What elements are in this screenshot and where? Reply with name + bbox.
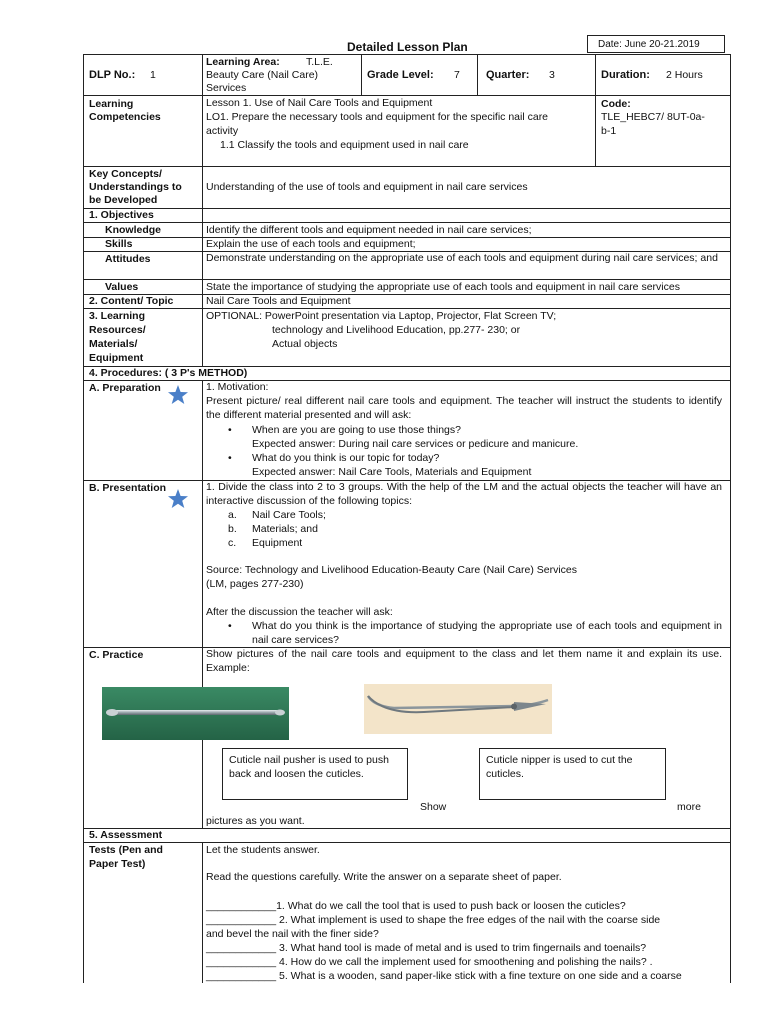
skills-label: Skills xyxy=(105,238,133,250)
topic-item: Equipment xyxy=(252,537,303,549)
star-icon xyxy=(167,384,189,406)
row-divider xyxy=(83,828,731,829)
resources-line: technology and Livelihood Education, pp.277- 230; or xyxy=(272,324,521,336)
dlp-label: DLP No.: xyxy=(89,69,136,81)
key-concepts-text: Understanding of the use of tools and equipment in nail care services xyxy=(206,181,528,193)
procedures-heading: 4. Procedures: ( 3 P's METHOD) xyxy=(89,367,248,379)
competencies-label: Learning xyxy=(89,98,134,110)
knowledge-label: Knowledge xyxy=(105,224,162,236)
row-divider xyxy=(83,208,731,209)
content-text: Nail Care Tools and Equipment xyxy=(206,295,351,307)
learning-area-label: Learning Area: xyxy=(206,56,280,68)
resources-line: Actual objects xyxy=(272,338,338,350)
preparation-label: A. Preparation xyxy=(89,382,161,394)
key-concepts-label: be Developed xyxy=(89,194,158,206)
quarter-value: 3 xyxy=(549,69,555,81)
knowledge-text: Identify the different tools and equipment needed in nail care services; xyxy=(206,224,532,236)
test-question: ____________ 4. How do we call the implement used for smoothening and polishing the nails? . xyxy=(206,956,653,968)
presentation-question: • What do you think is the importance of studying the appropriate use of each tools and equipment in nail care services? xyxy=(252,620,722,647)
topic-marker: a. xyxy=(228,509,237,521)
row-divider xyxy=(83,279,731,280)
test-question: ____________ 5. What is a wooden, sand paper-like stick with a fine texture on one side and a coarse xyxy=(206,970,682,982)
assessment-instructions: Read the questions carefully. Write the answer on a separate sheet of paper. xyxy=(206,871,562,883)
practice-show: Show xyxy=(420,801,447,813)
preparation-question: • What do you think is our topic for today? xyxy=(252,452,439,466)
competencies-label: Competencies xyxy=(89,111,161,123)
code-value: TLE_HEBC7/ 8UT-0a- xyxy=(601,111,705,123)
key-concepts-label: Understandings to xyxy=(89,181,182,193)
cuticle-nipper-caption xyxy=(479,748,666,800)
date-box: Date: June 20-21.2019 xyxy=(587,35,725,53)
column-divider xyxy=(202,54,203,366)
caption-text: Cuticle nipper is used to cut the cuticles. xyxy=(486,754,633,780)
competency-line: activity xyxy=(206,125,239,137)
test-question: ____________1. What do we call the tool that is used to push back or loosen the cuticles? xyxy=(206,900,626,912)
dlp-value: 1 xyxy=(150,69,156,81)
after-discussion: After the discussion the teacher will ask: xyxy=(206,606,393,618)
column-divider xyxy=(202,842,203,983)
row-divider xyxy=(83,842,731,843)
assessment-intro: Let the students answer. xyxy=(206,844,320,856)
skills-text: Explain the use of each tools and equipment; xyxy=(206,238,416,250)
grade-level-label: Grade Level: xyxy=(367,69,434,81)
attitudes-label: Attitudes xyxy=(105,253,151,265)
objectives-heading: 1. Objectives xyxy=(89,209,154,221)
preparation-text: Present picture/ real different nail care tools and equipment. The teacher will instruct the students to identify the different material presented and will ask: xyxy=(206,395,722,421)
star-icon xyxy=(167,488,189,510)
content-label: 2. Content/ Topic xyxy=(89,295,174,307)
key-concepts-label: Key Concepts/ xyxy=(89,168,162,180)
grade-level-value: 7 xyxy=(454,69,460,81)
row-divider xyxy=(83,95,731,96)
topic-marker: b. xyxy=(228,523,237,535)
resources-label: Resources/ xyxy=(89,324,146,336)
attitudes-text: Demonstrate understanding on the appropriate use of each tools and equipment during nail care services; and xyxy=(206,252,718,264)
test-question: ____________ 2. What implement is used to shape the free edges of the nail with the coarse side xyxy=(206,914,661,926)
source-line: (LM, pages 277-230) xyxy=(206,578,304,590)
cuticle-pusher-photo xyxy=(102,687,289,740)
values-text: State the importance of studying the appropriate use of each tools and equipment in nail care services xyxy=(206,281,680,293)
quarter-label: Quarter: xyxy=(486,69,530,81)
motivation-heading: 1. Motivation: xyxy=(206,381,269,393)
column-divider xyxy=(595,54,596,166)
code-value: b-1 xyxy=(601,125,617,137)
column-divider xyxy=(477,54,478,95)
practice-label: C. Practice xyxy=(89,649,144,661)
topic-item: Nail Care Tools; xyxy=(252,509,326,521)
resources-line: OPTIONAL: PowerPoint presentation via Laptop, Projector, Flat Screen TV; xyxy=(206,310,557,322)
resources-label: Materials/ xyxy=(89,338,138,350)
topic-marker: c. xyxy=(228,537,237,549)
presentation-text: 1. Divide the class into 2 to 3 groups. With the help of the LM and the actual objects the teacher will have an interactive discussion of the following topics: xyxy=(206,481,722,507)
test-question: and bevel the nail with the finer side? xyxy=(206,928,379,940)
page-title: Detailed Lesson Plan xyxy=(347,40,468,54)
values-label: Values xyxy=(105,281,139,293)
duration-value: 2 Hours xyxy=(666,69,703,81)
learning-area-value: Services xyxy=(206,82,247,94)
competency-line: 1.1 Classify the tools and equipment used in nail care xyxy=(220,139,469,151)
practice-more: more xyxy=(677,801,701,813)
learning-area-value: Beauty Care (Nail Care) xyxy=(206,69,319,81)
resources-label: Equipment xyxy=(89,352,144,364)
cuticle-pusher-caption xyxy=(222,748,408,800)
preparation-question: • When are you are going to use those things? xyxy=(252,424,461,438)
expected-answer: Expected answer: Nail Care Tools, Materials and Equipment xyxy=(252,466,532,478)
competency-line: LO1. Prepare the necessary tools and equipment for the specific nail care xyxy=(206,111,549,123)
column-divider xyxy=(361,54,362,95)
tests-label: Paper Test) xyxy=(89,858,146,870)
cuticle-nipper-photo xyxy=(364,684,552,734)
learning-area-value: T.L.E. xyxy=(306,56,333,68)
competency-line: Lesson 1. Use of Nail Care Tools and Equipment xyxy=(206,97,433,109)
code-label: Code: xyxy=(601,98,631,110)
source-line: Source: Technology and Livelihood Education-Beauty Care (Nail Care) Services xyxy=(206,564,578,576)
caption-text: Cuticle nail pusher is used to push back and loosen the cuticles. xyxy=(229,754,389,780)
expected-answer: Expected answer: During nail care services or pedicure and manicure. xyxy=(252,438,579,450)
column-divider xyxy=(202,380,203,828)
row-divider xyxy=(83,222,731,223)
presentation-label: B. Presentation xyxy=(89,482,167,494)
row-divider xyxy=(83,166,731,167)
duration-label: Duration: xyxy=(601,69,650,81)
practice-text: Show pictures of the nail care tools and equipment to the class and let them name it and explain its use. Example: xyxy=(206,648,722,674)
assessment-heading: 5. Assessment xyxy=(89,829,163,841)
test-question: ____________ 3. What hand tool is made of metal and is used to trim fingernails and toenails? xyxy=(206,942,647,954)
tests-label: Tests (Pen and xyxy=(89,844,163,856)
row-divider xyxy=(83,308,731,309)
resources-label: 3. Learning xyxy=(89,310,146,322)
practice-tail: pictures as you want. xyxy=(206,815,305,827)
topic-item: Materials; and xyxy=(252,523,318,535)
